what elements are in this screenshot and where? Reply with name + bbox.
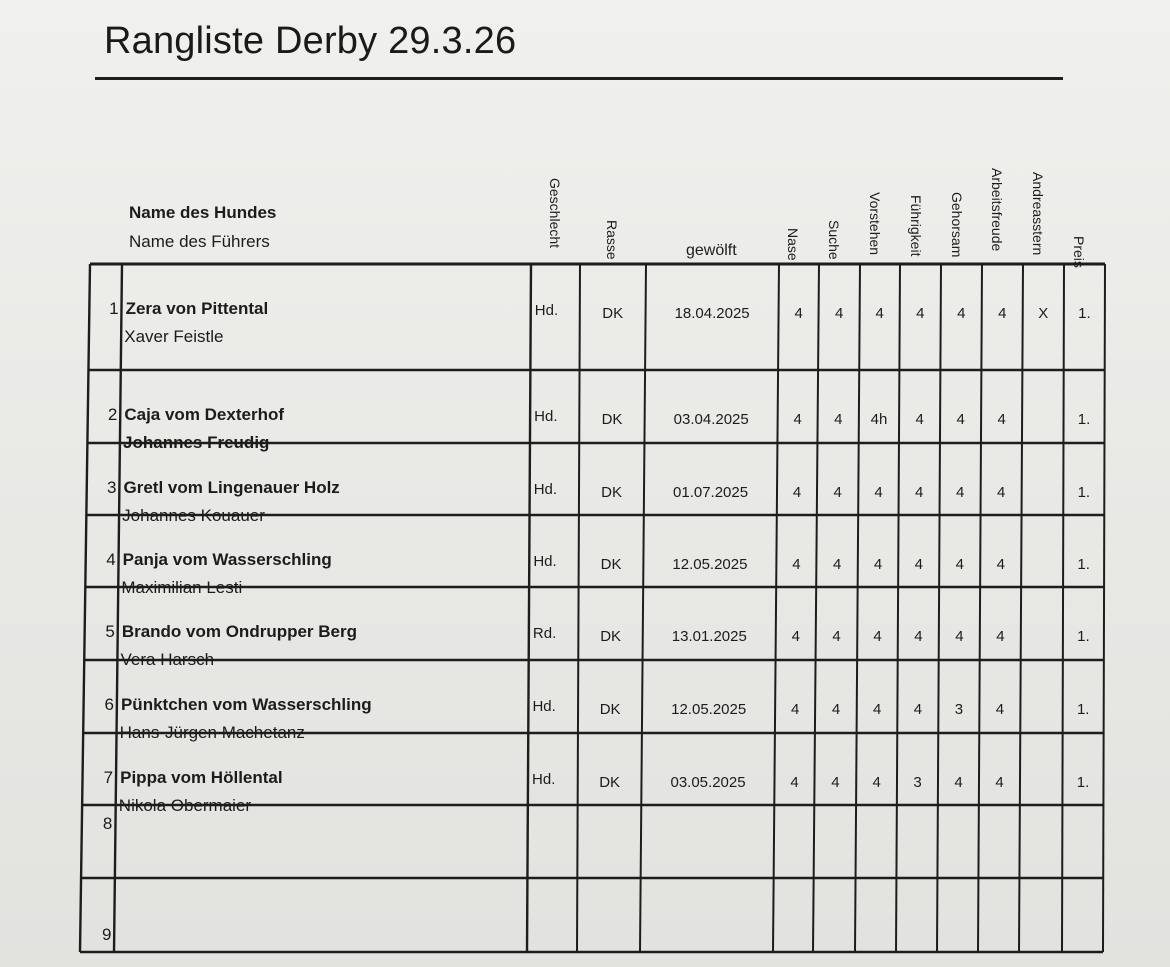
prize-cell: 1. — [1076, 774, 1090, 791]
prize-cell: 1. — [1077, 628, 1090, 645]
handling-cell: 4 — [913, 701, 923, 718]
dog-name: Zera von Pittental — [125, 299, 269, 318]
handler-name: Johannes Freudig — [123, 433, 270, 452]
header-pointing: Vorstehen — [867, 192, 883, 256]
pointing-cell: 4 — [873, 628, 882, 645]
handler-name: Nikola Obermaier — [118, 796, 252, 815]
row-number: 1 — [109, 299, 119, 318]
row-number: 4 — [106, 550, 116, 569]
prize-cell: 1. — [1078, 305, 1091, 322]
sex-cell: Rd. — [532, 625, 557, 642]
work-joy-cell: 4 — [995, 701, 1005, 718]
header-search: Suche — [826, 220, 842, 260]
header-dog-name: Name des Hundes — [129, 203, 277, 222]
nose-cell: 4 — [793, 411, 802, 428]
row-number: 3 — [107, 478, 117, 497]
obedience-cell: 4 — [955, 628, 964, 645]
table-line — [813, 264, 819, 952]
work-joy-cell: 4 — [996, 628, 1005, 645]
row-number: 8 — [102, 814, 113, 833]
search-cell: 4 — [832, 556, 842, 573]
sex-cell: Hd. — [532, 698, 556, 715]
table-line — [114, 264, 122, 952]
handler-name: Vera Harsch — [120, 650, 215, 669]
table-line — [527, 264, 531, 952]
prize-cell: 1. — [1077, 484, 1091, 501]
row-number: 7 — [103, 768, 114, 787]
dog-name: Gretl vom Lingenauer Holz — [123, 478, 340, 497]
breed-cell: DK — [599, 774, 621, 791]
search-cell: 4 — [834, 305, 844, 322]
header-prize: Preis — [1071, 236, 1087, 268]
pointing-cell: 4 — [874, 484, 883, 501]
table-line — [896, 264, 900, 952]
obedience-cell: 3 — [954, 701, 964, 718]
header-obedience: Gehorsam — [949, 192, 965, 258]
handling-cell: 4 — [915, 484, 924, 501]
work-joy-cell: 4 — [996, 556, 1005, 573]
handling-cell: 3 — [913, 774, 922, 791]
header-breed: Rasse — [604, 220, 620, 260]
row-number: 6 — [104, 695, 114, 714]
search-cell: 4 — [831, 774, 840, 791]
table-line — [937, 264, 941, 952]
pointing-cell: 4 — [872, 701, 882, 718]
handling-cell: 4 — [915, 411, 924, 428]
breed-cell: DK — [601, 411, 623, 428]
nose-cell: 4 — [792, 556, 801, 573]
pointing-cell: 4h — [870, 411, 888, 428]
handler-name: Johannes Kouauer — [122, 506, 265, 525]
handling-cell: 4 — [914, 628, 923, 645]
whelped-cell: 13.01.2025 — [671, 628, 747, 645]
whelped-cell: 12.05.2025 — [671, 701, 747, 718]
obedience-cell: 4 — [957, 305, 966, 322]
search-cell: 4 — [832, 628, 841, 645]
breed-cell: DK — [600, 556, 622, 573]
work-joy-cell: 4 — [995, 774, 1004, 791]
nose-cell: 4 — [791, 628, 800, 645]
handler-name: Xaver Feistle — [124, 327, 224, 346]
sex-cell: Hd. — [533, 481, 558, 498]
dog-name: Pippa vom Höllental — [120, 768, 283, 787]
sex-cell: Hd. — [533, 553, 557, 570]
breed-cell: DK — [602, 305, 624, 322]
work-joy-cell: 4 — [997, 484, 1006, 501]
whelped-cell: 12.05.2025 — [672, 556, 748, 573]
header-handling: Führigkeit — [908, 195, 924, 257]
dog-name: Panja vom Wasserschling — [122, 550, 332, 569]
pointing-cell: 4 — [873, 556, 883, 573]
table-line — [978, 264, 982, 952]
work-joy-cell: 4 — [997, 411, 1006, 428]
sex-cell: Hd. — [534, 408, 558, 425]
search-cell: 4 — [834, 411, 843, 428]
pointing-cell: 4 — [875, 305, 884, 322]
handling-cell: 4 — [916, 305, 925, 322]
prize-cell: 1. — [1077, 556, 1090, 573]
page-title: Rangliste Derby 29.3.26 — [104, 20, 517, 62]
search-cell: 4 — [831, 701, 841, 718]
sex-cell: Hd. — [532, 771, 556, 788]
table-line — [640, 264, 646, 952]
whelped-cell: 03.04.2025 — [673, 411, 749, 428]
table-line — [1103, 264, 1105, 952]
whelped-cell: 01.07.2025 — [673, 484, 749, 501]
row-number: 9 — [101, 925, 112, 944]
obedience-cell: 4 — [956, 411, 965, 428]
nose-cell: 4 — [794, 305, 803, 322]
prize-cell: 1. — [1076, 701, 1090, 718]
breed-cell: DK — [599, 701, 621, 718]
breed-cell: DK — [601, 484, 622, 501]
row-number: 5 — [105, 622, 115, 641]
nose-cell: 4 — [791, 701, 800, 718]
header-work-joy: Arbeitsfreude — [989, 168, 1005, 252]
header-sex: Geschlecht — [547, 178, 563, 249]
obedience-cell: 4 — [955, 556, 964, 573]
prize-cell: 1. — [1077, 411, 1091, 428]
table-line — [80, 264, 90, 952]
table-line — [1019, 264, 1023, 952]
search-cell: 4 — [833, 484, 842, 501]
work-joy-cell: 4 — [998, 305, 1007, 322]
table-line — [577, 264, 580, 952]
nose-cell: 4 — [790, 774, 799, 791]
obedience-cell: 4 — [956, 484, 965, 501]
header-andreas-star: Andreasstern — [1030, 172, 1046, 256]
table-line — [1062, 264, 1064, 952]
whelped-cell: 03.05.2025 — [670, 774, 746, 791]
nose-cell: 4 — [792, 484, 802, 501]
obedience-cell: 4 — [954, 774, 963, 791]
sex-cell: Hd. — [534, 302, 559, 319]
andreas-star-cell: X — [1038, 305, 1049, 322]
handling-cell: 4 — [914, 556, 923, 573]
pointing-cell: 4 — [872, 774, 881, 791]
handler-name: Hans-Jürgen Machetanz — [119, 723, 305, 742]
header-handler-name: Name des Führers — [129, 232, 270, 251]
table-line — [855, 264, 860, 952]
dog-name: Caja vom Dexterhof — [124, 405, 285, 424]
header-whelped: gewölft — [686, 242, 737, 259]
whelped-cell: 18.04.2025 — [674, 305, 750, 322]
table-line — [773, 264, 779, 952]
row-number: 2 — [107, 405, 118, 424]
dog-name: Pünktchen vom Wasserschling — [120, 695, 372, 714]
dog-name: Brando vom Ondrupper Berg — [121, 622, 357, 641]
breed-cell: DK — [600, 628, 622, 645]
header-nose: Nase — [785, 228, 801, 261]
handler-name: Maximilian Lesti — [121, 578, 243, 597]
